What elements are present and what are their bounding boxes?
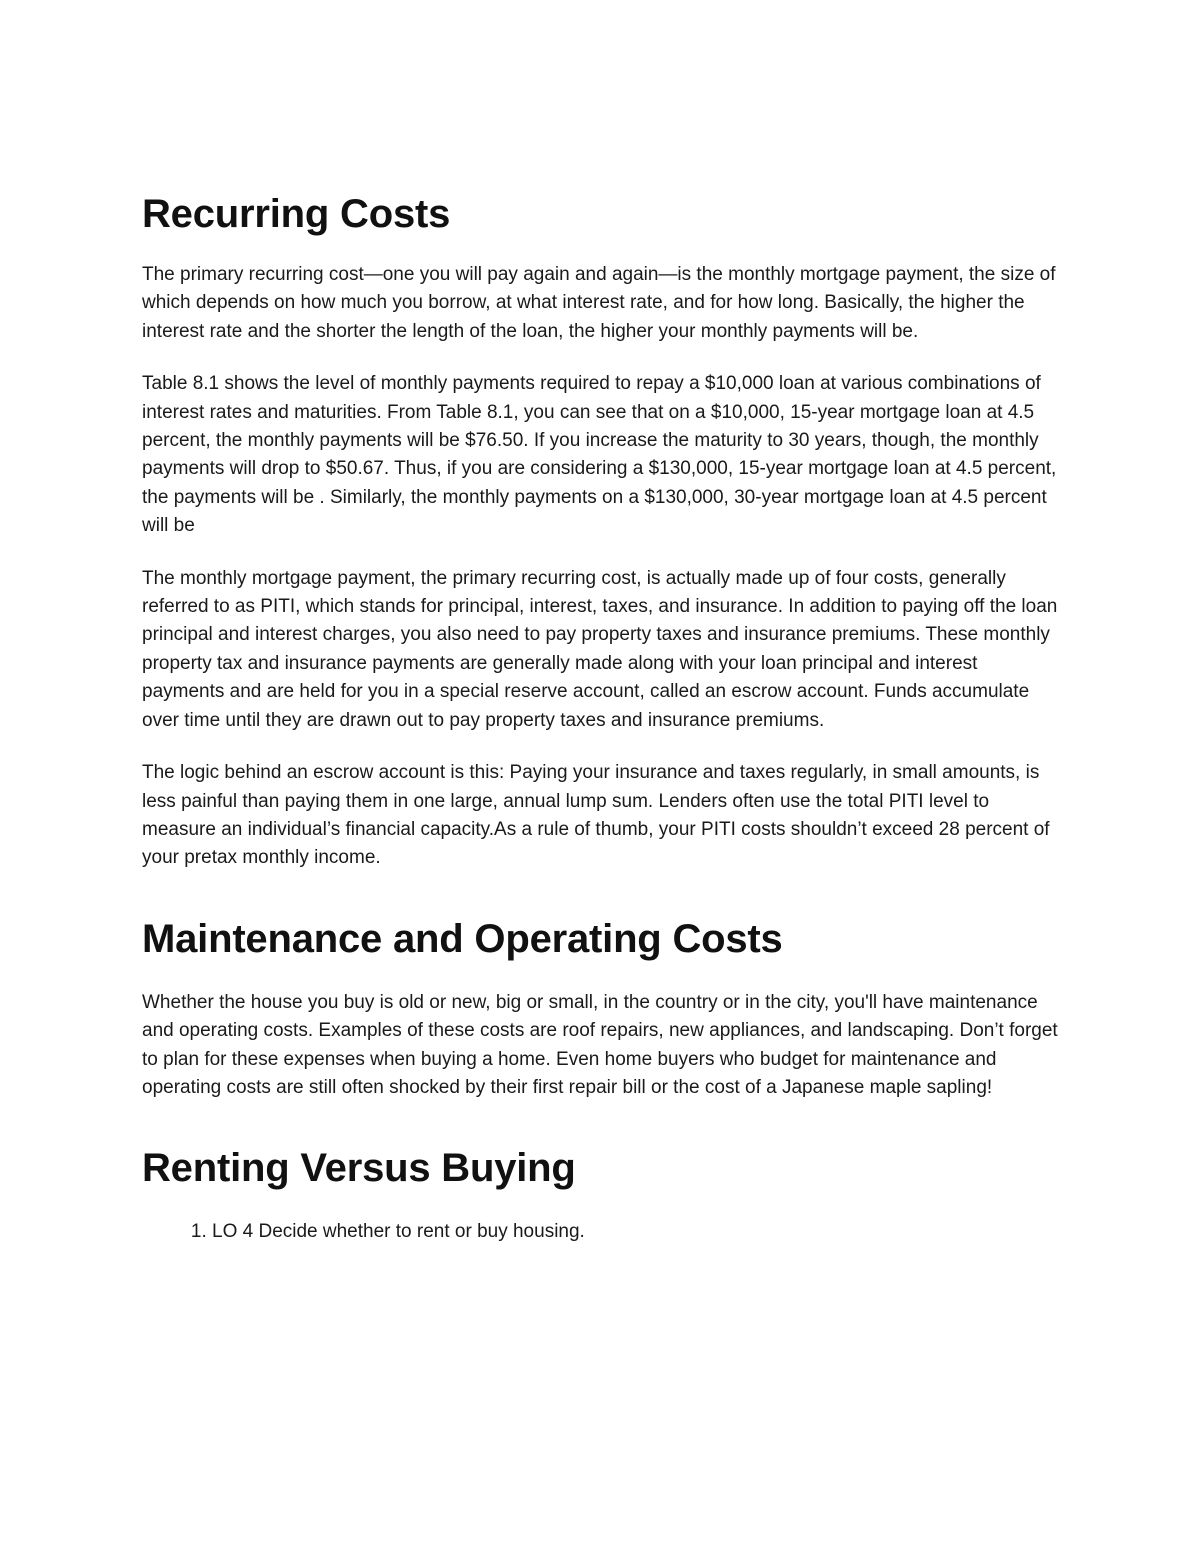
heading-recurring-costs: Recurring Costs <box>142 192 451 236</box>
heading-maintenance-operating-costs: Maintenance and Operating Costs <box>142 916 783 961</box>
paragraph-table-8-1: Table 8.1 shows the level of monthly payments required to repay a $10,000 loan at various combinations of interest rates and maturities. From Table 8.1, you can see that on a $10,000, 15-year mortgage loan at 4.5 percent, the monthly payments will be $76.50. If you increase the maturity to 30 years, though, the monthly payments will drop to $50.67. Thus, if you are considering a $130,000, 15-year mortgage loan at 4.5 percent, the payments will be . Similarly, the monthly payments on a $130,000, 30-year mortgage loan at 4.5 percent will be <box>142 373 1057 537</box>
paragraph-maintenance: Whether the house you buy is old or new, big or small, in the country or in the city, you'll have maintenance and operating costs. Examples of these costs are roof repairs, new appliances, and landscaping. Don’t forget to plan for these expenses when buying a home. Even home buyers who budget for maintenance and operating costs are still often shocked by their first repair bill or the cost of a Japanese maple sapling! <box>142 991 1058 1098</box>
paragraph-recurring-intro: The primary recurring cost—one you will pay again and again—is the monthly mortgage payment, the size of which depends on how much you borrow, at what interest rate, and for how long. Basically, the higher the interest rate and the shorter the length of the loan, the higher your monthly payments will be. <box>142 264 1056 342</box>
heading-renting-versus-buying: Renting Versus Buying <box>142 1146 576 1191</box>
paragraph-escrow-logic: The logic behind an escrow account is this: Paying your insurance and taxes regularly, in small amounts, is less painful than paying them in one large, annual lump sum. Lenders often use the total PITI level to measure an individual’s financial capacity.As a rule of thumb, your PITI costs shouldn’t exceed 28 percent of your pretax monthly income. <box>142 762 1050 869</box>
document-page <box>142 190 1062 1247</box>
paragraph-piti: The monthly mortgage payment, the primary recurring cost, is actually made up of four costs, generally referred to as PITI, which stands for principal, interest, taxes, and insurance. In addition to paying off the loan principal and interest charges, you also need to pay property taxes and insurance premiums. These monthly property tax and insurance payments are generally made along with your loan principal and interest payments and are held for you in a special reserve account, called an escrow account. Funds accumulate over time until they are drawn out to pay property taxes and insurance premiums. <box>142 567 1058 731</box>
learning-objectives-list <box>142 1218 1062 1246</box>
list-item: 1. LO 4 Decide whether to rent or buy housing. <box>212 1218 1062 1246</box>
